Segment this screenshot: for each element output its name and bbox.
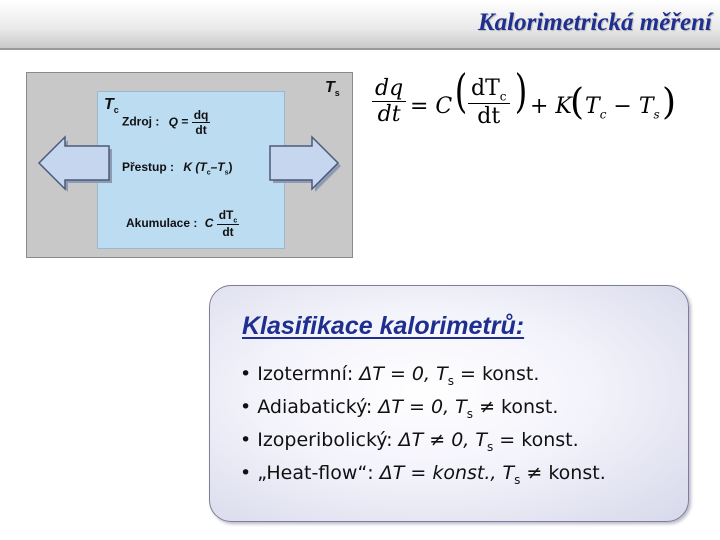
left-arrow-icon: [39, 137, 112, 192]
heat-flow-arrows: [27, 73, 352, 257]
classification-title: Klasifikace kalorimetrů:: [242, 312, 525, 340]
akumulace-fraction: $\frac{dT_c}{dt}$: [218, 208, 238, 240]
list-item: • Izotermní: ΔT = 0, $T_s$ = konst.: [240, 363, 540, 388]
zdroj-label: Zdroj :: [122, 114, 160, 129]
classification-panel: [209, 285, 689, 522]
prestup-row: Přestup : K $(T_c-T_s)$: [122, 160, 233, 177]
formula-lhs: dq dt: [372, 76, 406, 127]
list-item: • Adiabatický: ΔT = 0, $T_s$ ≠ konst.: [240, 396, 559, 421]
prestup-label: Přestup :: [122, 160, 175, 174]
zdroj-fraction: $\frac{dq}{dt}$: [193, 108, 209, 137]
ts-label: $T_s$: [325, 79, 340, 99]
formula-paren-content: $T_c - T_s$: [585, 94, 660, 122]
formula-plus-k: + K: [530, 94, 572, 119]
zdroj-q: Q: [168, 114, 179, 129]
zdroj-equals: =: [181, 114, 189, 129]
akumulace-row: Akumulace : C $\frac{dT_c}{dt}$: [126, 208, 238, 240]
formula-close-paren: ): [514, 64, 528, 118]
list-item: • „Heat-flow“: ΔT = konst., $T_s$ ≠ konst.: [240, 462, 606, 487]
formula-open-paren-2: (: [570, 82, 585, 123]
akumulace-label: Akumulace :: [126, 215, 198, 230]
formula-inner-fraction: $dT_c$ dt: [468, 76, 510, 129]
tc-label: $T_c$: [104, 96, 119, 116]
right-arrow-icon: [270, 137, 341, 192]
title-bar: [0, 0, 720, 50]
formula-equals-c: = C: [410, 94, 453, 119]
formula-open-paren: (: [454, 64, 468, 118]
classification-list: [240, 358, 606, 490]
list-item: • Izoperibolický: ΔT ≠ 0, $T_s$ = konst.: [240, 429, 579, 454]
page-title: Kalorimetrická měření: [477, 9, 712, 36]
calorimeter-diagram: [26, 72, 353, 258]
heat-balance-formula: [372, 64, 692, 148]
formula-close-paren-2: ): [662, 82, 677, 123]
